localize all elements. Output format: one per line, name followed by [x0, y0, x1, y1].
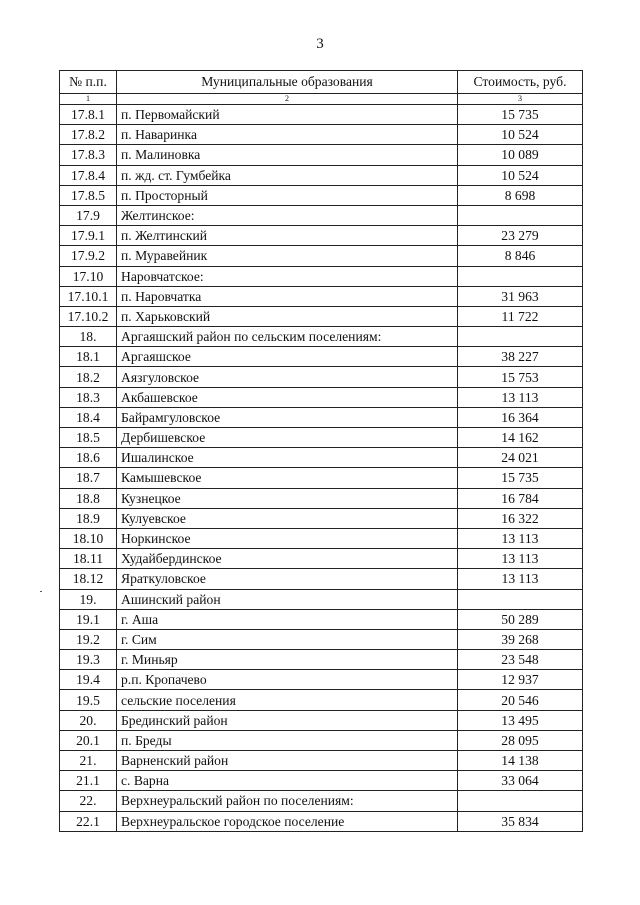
row-number: 21.: [60, 751, 117, 771]
municipality-name: Желтинское:: [117, 205, 458, 225]
row-number: 19.2: [60, 629, 117, 649]
column-index: 2: [117, 94, 458, 105]
table-row: [60, 367, 583, 387]
municipality-name: Худайбердинское: [117, 549, 458, 569]
row-number: 18.: [60, 327, 117, 347]
price-table: [59, 70, 583, 832]
page-number: 3: [316, 36, 324, 52]
cost-value: 24 021: [458, 448, 583, 468]
table-header-row: [60, 71, 583, 94]
table-row: [60, 569, 583, 589]
row-number: 17.8.3: [60, 145, 117, 165]
municipality-name: Аргаяшское: [117, 347, 458, 367]
municipality-name: г. Аша: [117, 609, 458, 629]
cost-value: 13 113: [458, 387, 583, 407]
row-number: 18.10: [60, 528, 117, 548]
cost-value: 10 524: [458, 165, 583, 185]
municipality-name: Дербишевское: [117, 428, 458, 448]
table-row: [60, 549, 583, 569]
cost-value: 12 937: [458, 670, 583, 690]
row-number: 20.1: [60, 730, 117, 750]
cost-value: 15 735: [458, 105, 583, 125]
row-number: 19.1: [60, 609, 117, 629]
table-row: [60, 508, 583, 528]
table-row: [60, 347, 583, 367]
row-number: 22.1: [60, 811, 117, 831]
cost-value: 8 846: [458, 246, 583, 266]
cost-value: 28 095: [458, 730, 583, 750]
row-number: 17.8.2: [60, 125, 117, 145]
row-number: 19.5: [60, 690, 117, 710]
municipality-name: Ашинский район: [117, 589, 458, 609]
cost-value: 13 495: [458, 710, 583, 730]
cost-value: 15 735: [458, 468, 583, 488]
row-number: 18.7: [60, 468, 117, 488]
table-row: [60, 387, 583, 407]
cost-value: [458, 791, 583, 811]
column-index: 3: [458, 94, 583, 105]
cost-value: 15 753: [458, 367, 583, 387]
cost-value: 50 289: [458, 609, 583, 629]
cost-value: 20 546: [458, 690, 583, 710]
row-number: 18.6: [60, 448, 117, 468]
cost-value: 23 548: [458, 650, 583, 670]
municipality-name: п. Первомайский: [117, 105, 458, 125]
column-index-row: [60, 94, 583, 105]
municipality-name: п. Желтинский: [117, 226, 458, 246]
municipality-name: г. Миньяр: [117, 650, 458, 670]
cost-value: 35 834: [458, 811, 583, 831]
table-row: [60, 589, 583, 609]
municipality-name: п. жд. ст. Гумбейка: [117, 165, 458, 185]
row-number: 17.8.1: [60, 105, 117, 125]
row-number: 22.: [60, 791, 117, 811]
header-number: № п.п.: [60, 71, 117, 94]
row-number: 17.8.5: [60, 185, 117, 205]
municipality-name: Камышевское: [117, 468, 458, 488]
table-row: [60, 791, 583, 811]
cost-value: 16 784: [458, 488, 583, 508]
table-row: [60, 266, 583, 286]
municipality-name: Верхнеуральское городское поселение: [117, 811, 458, 831]
table-row: [60, 468, 583, 488]
table-row: [60, 185, 583, 205]
table-row: [60, 609, 583, 629]
row-number: 18.9: [60, 508, 117, 528]
table-row: [60, 205, 583, 225]
cost-value: [458, 266, 583, 286]
table-row: [60, 710, 583, 730]
row-number: 19.4: [60, 670, 117, 690]
municipality-name: п. Малиновка: [117, 145, 458, 165]
table-row: [60, 771, 583, 791]
cost-value: 13 113: [458, 549, 583, 569]
cost-value: [458, 327, 583, 347]
row-number: 18.12: [60, 569, 117, 589]
table-row: [60, 165, 583, 185]
table-row: [60, 690, 583, 710]
municipality-name: Яраткуловское: [117, 569, 458, 589]
row-number: 17.9.2: [60, 246, 117, 266]
cost-value: 8 698: [458, 185, 583, 205]
table-row: [60, 629, 583, 649]
table-row: [60, 125, 583, 145]
table-row: [60, 145, 583, 165]
municipality-name: Байрамгуловское: [117, 407, 458, 427]
cost-value: 10 089: [458, 145, 583, 165]
table-row: [60, 327, 583, 347]
table-row: [60, 448, 583, 468]
row-number: 18.3: [60, 387, 117, 407]
municipality-name: Наровчатское:: [117, 266, 458, 286]
table-row: [60, 407, 583, 427]
cost-value: 16 322: [458, 508, 583, 528]
municipality-name: Кулуевское: [117, 508, 458, 528]
table-row: [60, 286, 583, 306]
cost-value: 39 268: [458, 629, 583, 649]
municipality-name: Акбашевское: [117, 387, 458, 407]
table-row: [60, 306, 583, 326]
municipality-name: п. Харьковский: [117, 306, 458, 326]
row-number: 18.11: [60, 549, 117, 569]
table-row: [60, 650, 583, 670]
row-number: 17.8.4: [60, 165, 117, 185]
municipality-name: Аргаяшский район по сельским поселениям:: [117, 327, 458, 347]
table-body: [60, 105, 583, 832]
municipality-name: Верхнеуральский район по поселениям:: [117, 791, 458, 811]
table-row: [60, 226, 583, 246]
municipality-name: г. Сим: [117, 629, 458, 649]
municipality-name: р.п. Кропачево: [117, 670, 458, 690]
row-number: 17.10.2: [60, 306, 117, 326]
table-row: [60, 751, 583, 771]
row-number: 19.3: [60, 650, 117, 670]
cost-value: [458, 589, 583, 609]
municipality-name: п. Муравейник: [117, 246, 458, 266]
row-number: 19.: [60, 589, 117, 609]
row-number: 18.8: [60, 488, 117, 508]
cost-value: 23 279: [458, 226, 583, 246]
row-number: 18.1: [60, 347, 117, 367]
row-number: 17.10.1: [60, 286, 117, 306]
municipality-name: п. Бреды: [117, 730, 458, 750]
table-row: [60, 246, 583, 266]
municipality-name: Норкинское: [117, 528, 458, 548]
municipality-name: Аязгуловское: [117, 367, 458, 387]
municipality-name: Варненский район: [117, 751, 458, 771]
table-row: [60, 528, 583, 548]
row-number: 18.4: [60, 407, 117, 427]
row-number: 17.9.1: [60, 226, 117, 246]
cost-value: 14 162: [458, 428, 583, 448]
table-row: [60, 730, 583, 750]
margin-mark: [40, 591, 42, 592]
municipality-name: п. Наваринка: [117, 125, 458, 145]
cost-value: 10 524: [458, 125, 583, 145]
row-number: 21.1: [60, 771, 117, 791]
cost-value: 31 963: [458, 286, 583, 306]
column-index: 1: [60, 94, 117, 105]
row-number: 20.: [60, 710, 117, 730]
cost-value: 14 138: [458, 751, 583, 771]
cost-value: 13 113: [458, 528, 583, 548]
table-row: [60, 428, 583, 448]
cost-value: 38 227: [458, 347, 583, 367]
municipality-name: Брединский район: [117, 710, 458, 730]
row-number: 17.10: [60, 266, 117, 286]
municipality-name: Кузнецкое: [117, 488, 458, 508]
header-cost: Стоимость, руб.: [458, 71, 583, 94]
table-row: [60, 488, 583, 508]
municipality-name: Ишалинское: [117, 448, 458, 468]
cost-value: 16 364: [458, 407, 583, 427]
municipality-name: с. Варна: [117, 771, 458, 791]
cost-value: [458, 205, 583, 225]
table-row: [60, 670, 583, 690]
header-municipality: Муниципальные образования: [117, 71, 458, 94]
table-row: [60, 105, 583, 125]
municipality-name: п. Просторный: [117, 185, 458, 205]
municipality-name: п. Наровчатка: [117, 286, 458, 306]
row-number: 18.5: [60, 428, 117, 448]
cost-value: 13 113: [458, 569, 583, 589]
cost-value: 11 722: [458, 306, 583, 326]
row-number: 18.2: [60, 367, 117, 387]
row-number: 17.9: [60, 205, 117, 225]
table-row: [60, 811, 583, 831]
municipality-name: сельские поселения: [117, 690, 458, 710]
cost-value: 33 064: [458, 771, 583, 791]
